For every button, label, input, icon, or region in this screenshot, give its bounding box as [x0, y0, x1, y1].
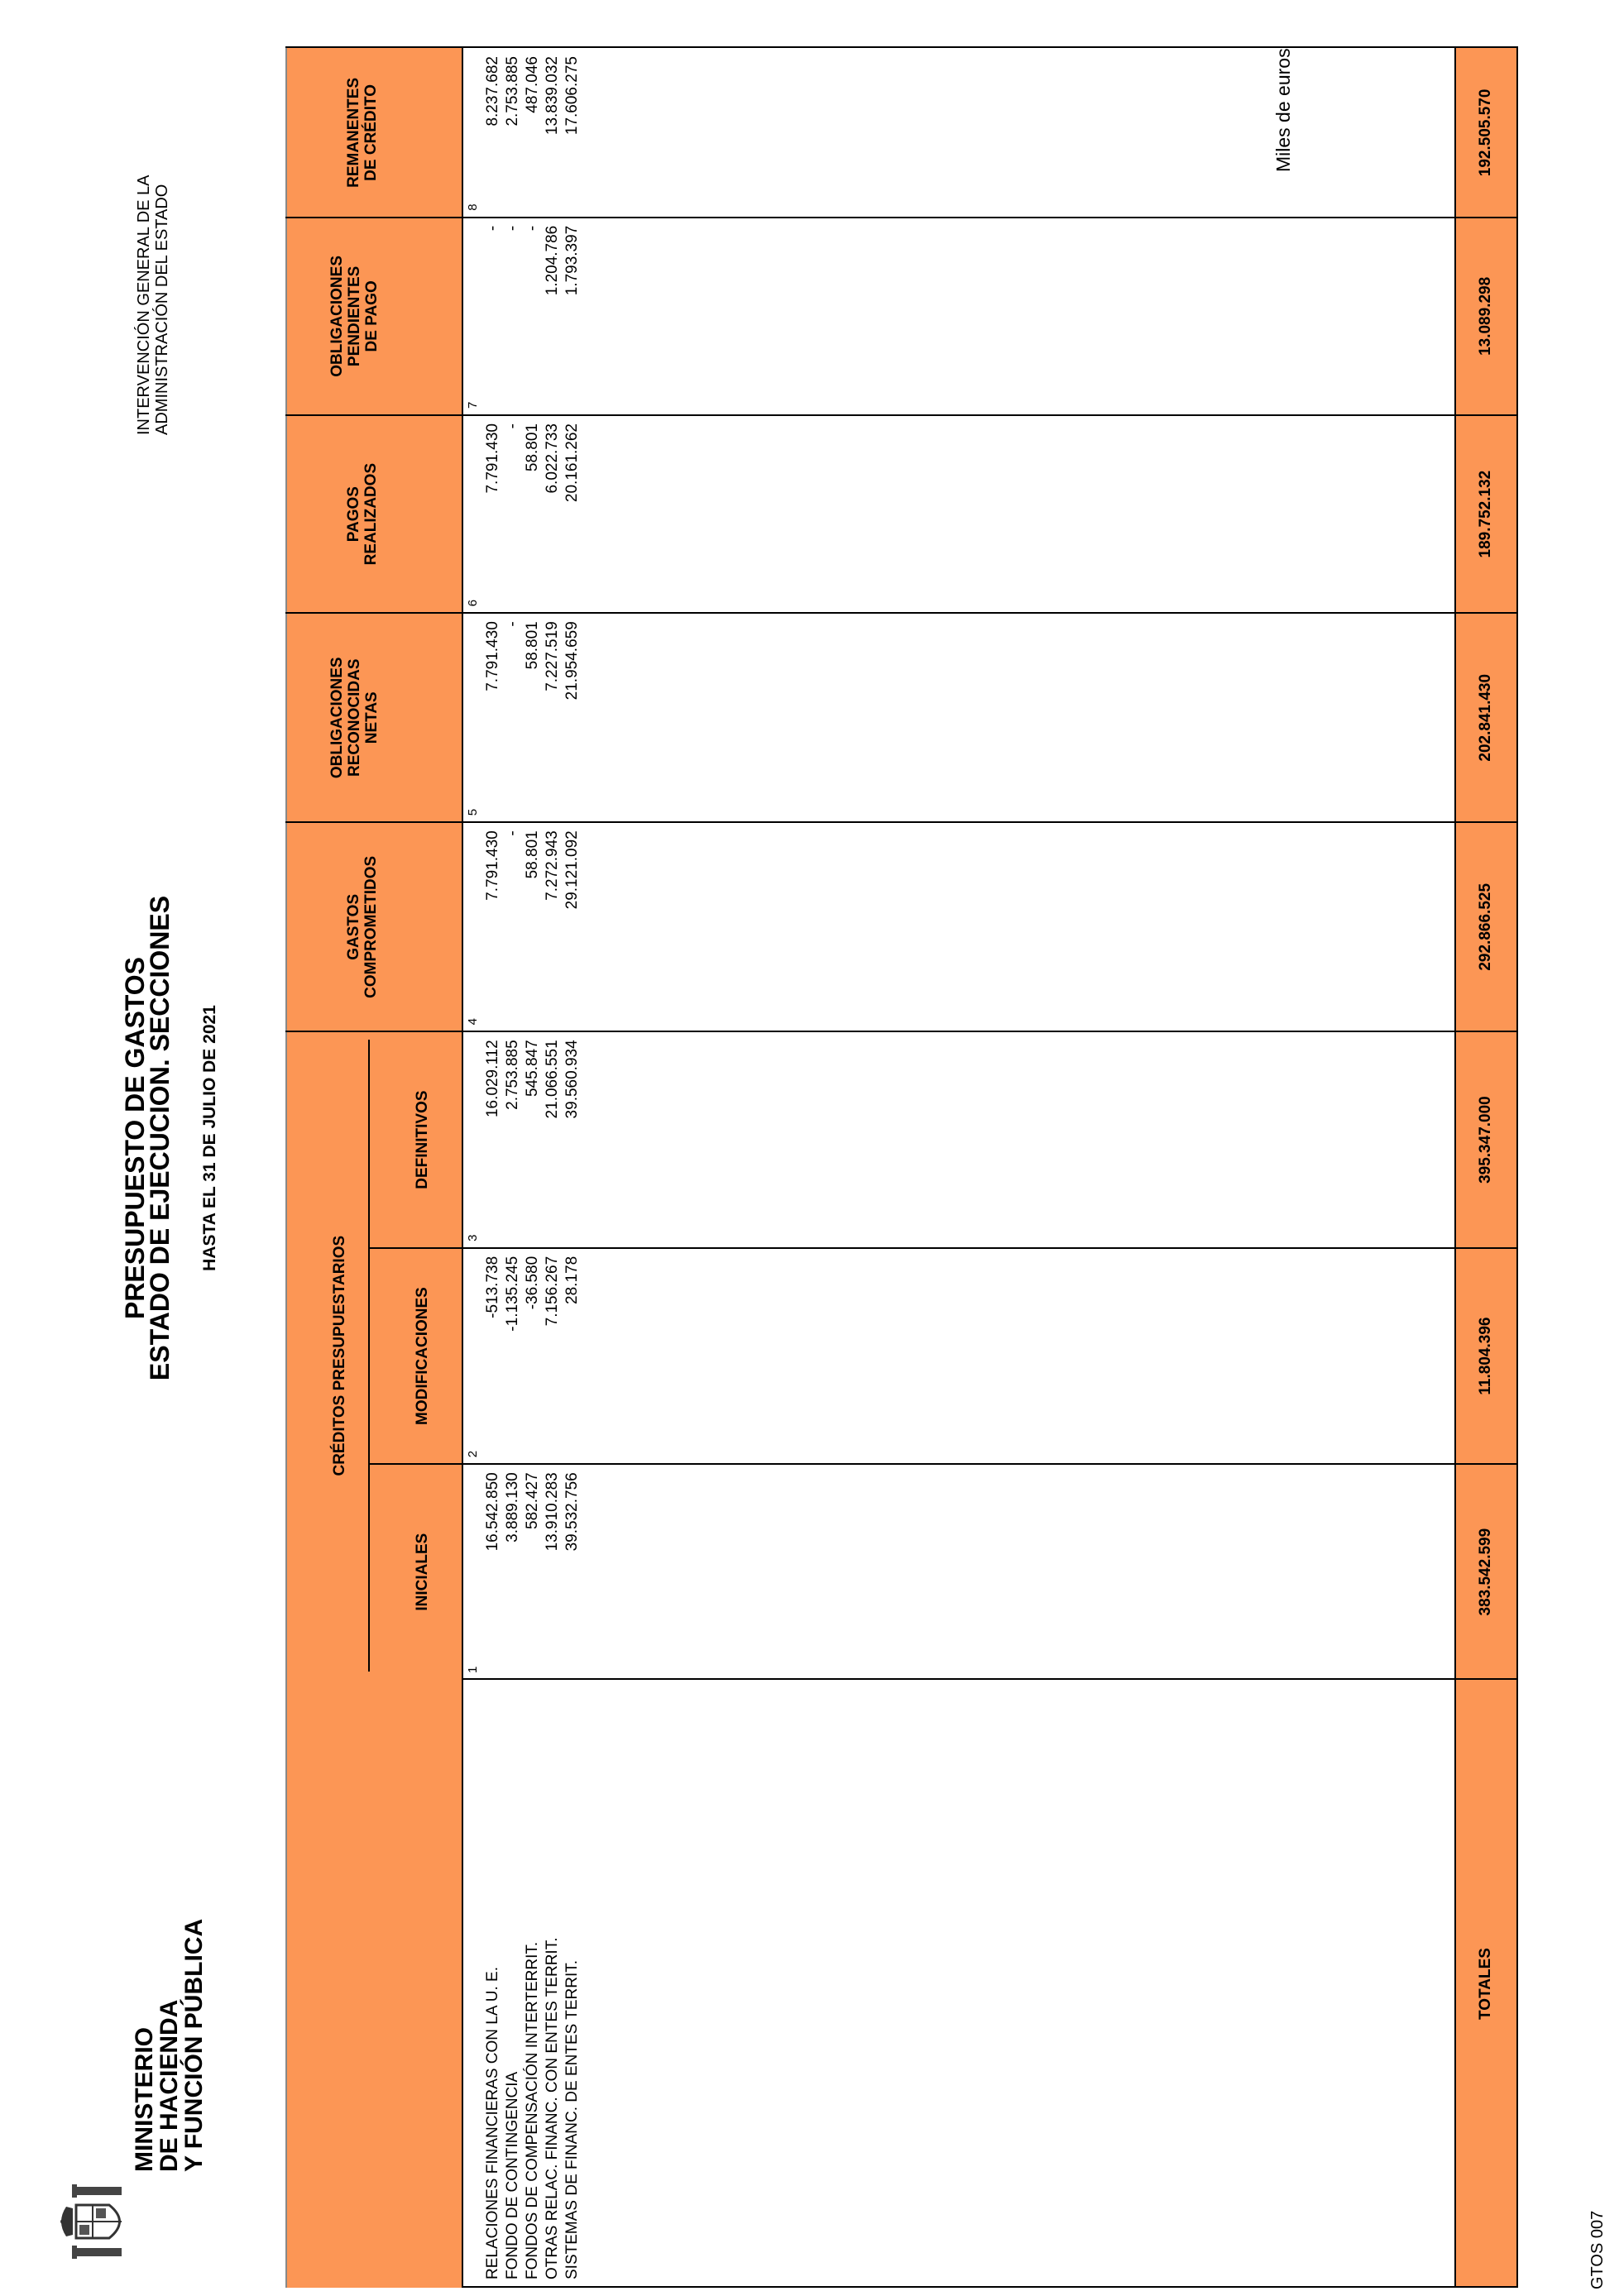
units-label: Miles de euros: [1272, 48, 1294, 172]
table-cell: 2.753.885: [504, 56, 521, 127]
table-cell: -: [504, 830, 521, 836]
row-label: RELACIONES FINANCIERAS CON LA U. E.: [484, 1967, 501, 2279]
table-cell: 545.847: [524, 1040, 541, 1098]
table-cell: -: [504, 621, 521, 627]
ministry-line-2: DE HACIENDA: [156, 1999, 183, 2172]
table-cell: 8.237.682: [484, 56, 501, 127]
column-number: 4: [466, 1017, 480, 1026]
column-number: 7: [466, 401, 480, 409]
col-header-iniciales: INICIALES: [414, 1533, 431, 1611]
table-cell: 39.560.934: [563, 1040, 581, 1119]
totals-cell: 11.804.396: [1477, 1317, 1494, 1395]
intervencion-line-1: INTERVENCIÓN GENERAL DE LA: [135, 175, 153, 435]
table-cell: 20.161.262: [563, 423, 581, 503]
table-cell: -: [504, 225, 521, 232]
totals-cell: 395.347.000: [1477, 1096, 1494, 1184]
totals-cell: 13.089.298: [1477, 276, 1494, 356]
table-cell: 7.791.430: [484, 621, 501, 691]
column-number: 8: [466, 203, 480, 211]
table-cell: 2.753.885: [504, 1040, 521, 1110]
table-cell: 28.178: [563, 1256, 581, 1304]
table-cell: 21.066.551: [544, 1040, 561, 1119]
totals-cell: 292.866.525: [1477, 883, 1494, 971]
col-header-pagos-realizados: PAGOS REALIZADOS: [345, 462, 380, 566]
table-cell: 1.204.786: [544, 225, 561, 296]
table-cell: 487.046: [524, 56, 541, 113]
column-number: 6: [466, 599, 480, 607]
table-cell: 58.801: [524, 830, 541, 879]
table-cell: 3.889.130: [504, 1472, 521, 1543]
table-cell: 7.227.519: [544, 621, 561, 691]
table-cell: -: [524, 225, 541, 232]
table-cell: 13.839.032: [544, 56, 561, 136]
col-header-obligaciones-pendientes: OBLIGACIONES PENDIENTES DE PAGO: [328, 256, 381, 377]
table-cell: 7.272.943: [544, 830, 561, 901]
table-cell: 13.910.283: [544, 1472, 561, 1552]
table-cell: 7.156.267: [544, 1256, 561, 1327]
table-cell: 1.793.397: [563, 225, 581, 296]
table-cell: -: [484, 225, 501, 232]
col-header-modificaciones: MODIFICACIONES: [414, 1287, 431, 1425]
page-title: [120, 849, 175, 1428]
intervencion-name: [135, 175, 171, 435]
footer-code: GTOS 007: [1588, 2210, 1607, 2289]
col-header-remanentes: REMANENTES DE CRÉDITO: [345, 77, 380, 188]
column-number: 2: [466, 1450, 480, 1458]
table-cell: 7.791.430: [484, 830, 501, 901]
title-line-1: PRESUPUESTO DE GASTOS: [120, 956, 150, 1320]
table-cell: 58.801: [524, 423, 541, 472]
ministry-line-3: Y FUNCIÓN PÚBLICA: [180, 1918, 208, 2172]
table-cell: 21.954.659: [563, 621, 581, 701]
title-line-2: ESTADO DE EJECUCION. SECCIONES: [145, 895, 175, 1381]
table-cell: 39.532.756: [563, 1472, 581, 1552]
totals-cell: 189.752.132: [1477, 470, 1494, 558]
budget-table: [285, 46, 1518, 2288]
totals-cell: 383.542.599: [1477, 1528, 1494, 1616]
row-label: OTRAS RELAC. FINANC. CON ENTES TERRIT.: [544, 1937, 561, 2279]
ministry-line-1: MINISTERIO: [131, 2026, 158, 2172]
page-date: HASTA EL 31 DE JULIO DE 2021: [200, 1005, 219, 1271]
col-header-gastos-comprometidos: GASTOS COMPROMETIDOS: [345, 855, 380, 998]
table-cell: 17.606.275: [563, 56, 581, 136]
column-number: 5: [466, 808, 480, 816]
table-cell: 16.542.850: [484, 1472, 501, 1552]
row-label: FONDO DE CONTINGENCIA: [504, 2071, 521, 2279]
group-header-creditos: CRÉDITOS PRESUPUESTARIOS: [331, 1235, 348, 1476]
totals-label: TOTALES: [1477, 1948, 1494, 2020]
row-label: FONDOS DE COMPENSACIÓN INTERTERRIT.: [524, 1941, 541, 2279]
column-number: 1: [466, 1666, 480, 1673]
totals-cell: 192.505.570: [1477, 88, 1494, 177]
table-cell: 7.791.430: [484, 423, 501, 494]
col-header-definitivos: DEFINITIVOS: [414, 1090, 431, 1189]
totals-cell: 202.841.430: [1477, 673, 1494, 762]
intervencion-line-2: ADMINISTRACIÓN DEL ESTADO: [153, 184, 171, 435]
table-cell: 58.801: [524, 621, 541, 670]
table-cell: 29.121.092: [563, 830, 581, 910]
table-cell: 6.022.733: [544, 423, 561, 494]
coat-of-arms-logo: [60, 2180, 138, 2263]
ministry-name: [132, 1919, 207, 2172]
row-label: SISTEMAS DE FINANC. DE ENTES TERRIT.: [563, 1959, 581, 2279]
table-cell: -513.738: [484, 1256, 501, 1318]
table-cell: 16.029.112: [484, 1040, 501, 1118]
col-header-obligaciones-reconocidas: OBLIGACIONES RECONOCIDAS NETAS: [328, 657, 381, 779]
table-cell: -: [504, 423, 521, 429]
table-cell: 582.427: [524, 1472, 541, 1529]
column-number: 3: [466, 1234, 480, 1241]
table-cell: -36.580: [524, 1256, 541, 1310]
table-cell: -1.135.245: [504, 1256, 521, 1332]
